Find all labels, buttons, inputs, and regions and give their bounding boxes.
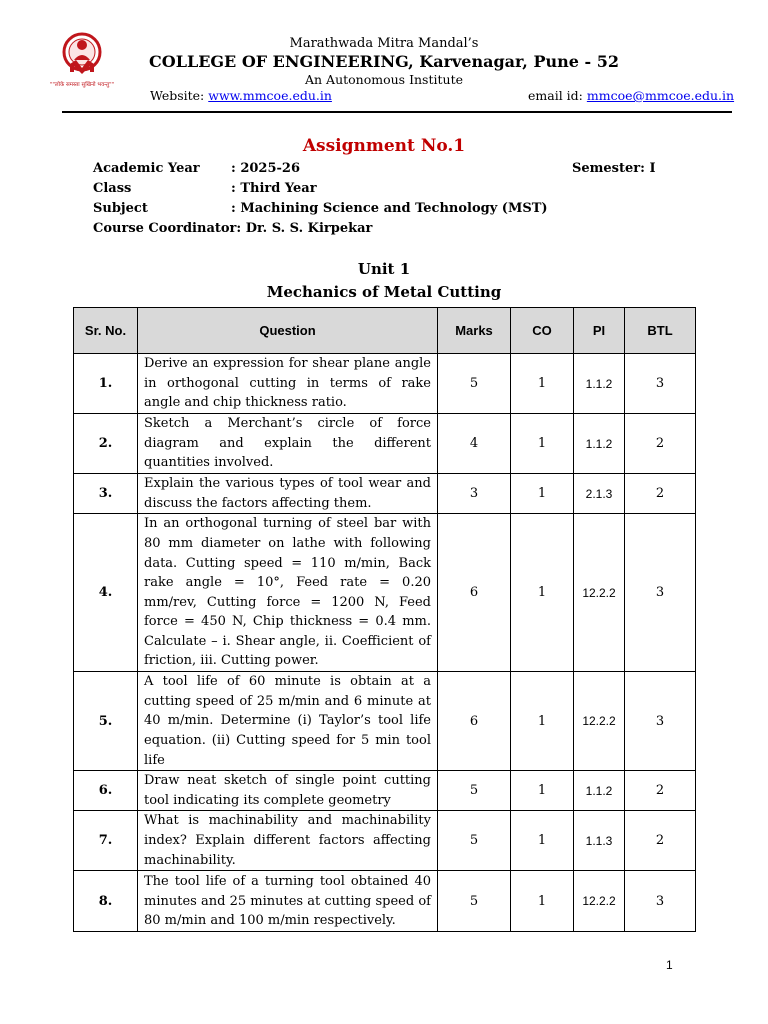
website-link[interactable]: www.mmcoe.edu.in [208,88,332,103]
header-sr-no: Sr. No. [74,308,138,354]
subject-value: : Machining Science and Technology (MST) [231,201,548,216]
table-row [74,811,696,871]
email-line [528,88,734,103]
assignment-title: Assignment No.1 [302,136,466,156]
row-sr-no: 7. [74,811,138,871]
row-sr-no: 5. [74,672,138,771]
row-btl: 2 [625,771,696,811]
row-marks: 6 [438,672,511,771]
row-btl: 2 [625,811,696,871]
academic-year-label: Academic Year [93,161,200,176]
row-sr-no: 2. [74,414,138,474]
org-name: Marathwada Mitra Mandal’s [289,36,479,51]
row-pi: 1.1.2 [574,414,625,474]
semester: Semester: I [572,161,656,176]
row-co: 1 [511,354,574,414]
row-sr-no: 3. [74,474,138,514]
header-co: CO [511,308,574,354]
row-marks: 5 [438,871,511,932]
website-label: Website: [150,88,209,103]
class-value: : Third Year [231,181,317,196]
header-divider [62,111,732,113]
row-question: A tool life of 60 minute is obtain at a cutting speed of 25 m/min and 6 minute at 40 m/min. Determine (i) Taylor’s tool life equation. (ii) Cutting speed for 5 min tool life [138,672,438,771]
row-co: 1 [511,474,574,514]
row-btl: 2 [625,474,696,514]
row-sr-no: 4. [74,514,138,672]
row-question: What is machinability and machinability index? Explain different factors affecting machinability. [138,811,438,871]
row-question: Draw neat sketch of single point cutting tool indicating its complete geometry [138,771,438,811]
header-pi: PI [574,308,625,354]
row-co: 1 [511,811,574,871]
row-marks: 5 [438,354,511,414]
row-sr-no: 1. [74,354,138,414]
table-row [74,514,696,672]
row-pi: 1.1.2 [574,354,625,414]
college-name: COLLEGE OF ENGINEERING, Karvenagar, Pune - 52 [149,52,619,71]
row-co: 1 [511,672,574,771]
table-header-row [74,308,696,354]
row-btl: 3 [625,354,696,414]
row-marks: 6 [438,514,511,672]
header-marks: Marks [438,308,511,354]
row-question: In an orthogonal turning of steel bar with 80 mm diameter on lathe with following data. Cutting speed = 110 m/min, Back rake angle = 10°, Feed rate = 0.20 mm/rev, Cutting force = 1200 N, Feed force = 450 N, Chip thickness = 0.4 mm. Calculate – i. Shear angle, ii. Coefficient of friction, iii. Cutting power. [138,514,438,672]
row-btl: 3 [625,514,696,672]
row-marks: 5 [438,771,511,811]
subject-label: Subject [93,201,148,216]
table-row [74,771,696,811]
email-link[interactable]: mmcoe@mmcoe.edu.in [586,88,735,103]
academic-year-value: : 2025-26 [231,161,300,176]
table-row [74,672,696,771]
table-row [74,354,696,414]
table-row [74,414,696,474]
row-question: Explain the various types of tool wear and discuss the factors affecting them. [138,474,438,514]
unit-name: Mechanics of Metal Cutting [266,283,502,301]
row-co: 1 [511,771,574,811]
row-co: 1 [511,871,574,932]
question-table [73,307,696,932]
row-sr-no: 8. [74,871,138,932]
header-question: Question [138,308,438,354]
row-pi: 1.1.2 [574,771,625,811]
website-line [150,88,332,103]
page-number: 1 [666,958,673,972]
table-row [74,871,696,932]
row-btl: 2 [625,414,696,474]
email-label: email id: [528,88,587,103]
row-question: Derive an expression for shear plane angle in orthogonal cutting in terms of rake angle and chip thickness ratio. [138,354,438,414]
row-question: The tool life of a turning tool obtained 40 minutes and 25 minutes at cutting speed of 80 m/min and 100 m/min respectively. [138,871,438,932]
header-btl: BTL [625,308,696,354]
row-pi: 1.1.3 [574,811,625,871]
row-marks: 3 [438,474,511,514]
row-pi: 12.2.2 [574,672,625,771]
class-label: Class [93,181,132,196]
unit-number: Unit 1 [357,260,411,278]
svg-text:""लोके समस्ता सुखिनो भवन्तु"": ""लोके समस्ता सुखिनो भवन्तु"" [50,82,114,88]
row-marks: 5 [438,811,511,871]
row-pi: 12.2.2 [574,871,625,932]
row-pi: 2.1.3 [574,474,625,514]
row-marks: 4 [438,414,511,474]
row-question: Sketch a Merchant’s circle of force diagram and explain the different quantities involved. [138,414,438,474]
row-btl: 3 [625,672,696,771]
course-coordinator: Course Coordinator: Dr. S. S. Kirpekar [93,221,373,236]
row-sr-no: 6. [74,771,138,811]
row-pi: 12.2.2 [574,514,625,672]
row-btl: 3 [625,871,696,932]
row-co: 1 [511,514,574,672]
institute-status: An Autonomous Institute [305,72,463,87]
row-co: 1 [511,414,574,474]
table-row [74,474,696,514]
